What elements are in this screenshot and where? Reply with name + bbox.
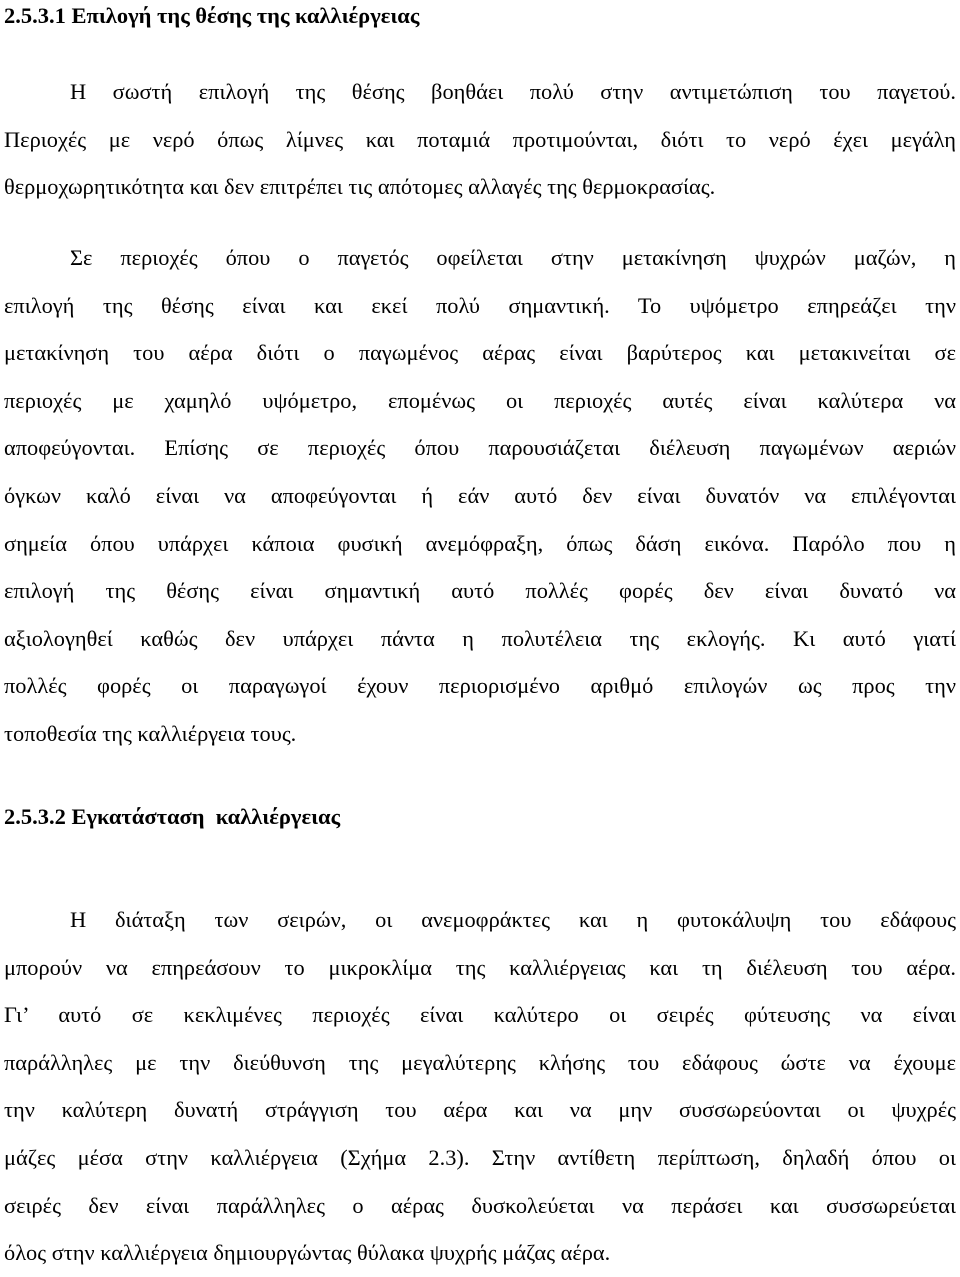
text-line: αξιολογηθεί καθώς δεν υπάρχει πάντα η πολυτέλεια της εκλογής. Κι αυτό γιατί <box>4 625 956 651</box>
text-line: περιοχές με χαμηλό υψόμετρο, επομένως οι περιοχές αυτές είναι καλύτερα να <box>4 387 956 413</box>
text-line: την καλύτερη δυνατή στράγγιση του αέρα και να μην συσσωρεύονται οι ψυχρές <box>4 1097 956 1123</box>
text-line: Σε περιοχές όπου ο παγετός οφείλεται στην μετακίνηση ψυχρών μαζών, η <box>70 245 956 270</box>
text-line: τοποθεσία της καλλιέργεια τους. <box>4 720 297 746</box>
text-line: μπορούν να επηρεάσουν το μικροκλίμα της καλλιέργειας και τη διέλευση του αέρα. <box>4 954 956 980</box>
text-line: όγκων καλό είναι να αποφεύγονται ή εάν αυτό δεν είναι δυνατόν να επιλέγονται <box>4 482 956 508</box>
paragraph <box>4 234 956 758</box>
paragraph <box>4 68 956 211</box>
section-heading: 2.5.3.1 Επιλογή της θέσης της καλλιέργειας <box>4 3 420 28</box>
text-line: σημεία όπου υπάρχει κάποια φυσική ανεμόφραξη, όπως δάση εικόνα. Παρόλο που η <box>4 530 956 556</box>
text-line: μετακίνηση του αέρα διότι ο παγωμένος αέρας είναι βαρύτερος και μετακινείται σε <box>4 340 956 366</box>
text-line: Περιοχές με νερό όπως λίμνες και ποταμιά προτιμούνται, διότι το νερό έχει μεγάλη <box>4 126 956 152</box>
text-line: θερμοχωρητικότητα και δεν επιτρέπει τις απότομες αλλαγές της θερμοκρασίας. <box>4 174 716 200</box>
text-line: Η διάταξη των σειρών, οι ανεμοφράκτες και η φυτοκάλυψη του εδάφους <box>70 907 956 932</box>
text-line: παράλληλες με την διεύθυνση της μεγαλύτερης κλήσης του εδάφους ώστε να έχουμε <box>4 1049 956 1075</box>
text-line: αποφεύγονται. Επίσης σε περιοχές όπου παρουσιάζεται διέλευση παγωμένων αεριών <box>4 435 956 461</box>
section-heading: 2.5.3.2 Εγκατάσταση καλλιέργειας <box>4 804 341 829</box>
text-line: Γι’ αυτό σε κεκλιμένες περιοχές είναι καλύτερο οι σειρές φύτευσης να είναι <box>4 1002 956 1028</box>
text-line: σειρές δεν είναι παράλληλες ο αέρας δυσκολεύεται να περάσει και συσσωρεύεται <box>4 1192 956 1218</box>
text-line: επιλογή της θέσης είναι και εκεί πολύ σημαντική. Το υψόμετρο επηρεάζει την <box>4 292 956 318</box>
text-line: όλος στην καλλιέργεια δημιουργώντας θύλακα ψυχρής μάζας αέρα. <box>4 1240 611 1266</box>
paragraph <box>4 896 956 1277</box>
text-line: πολλές φορές οι παραγωγοί έχουν περιορισμένο αριθμό επιλογών ως προς την <box>4 673 956 699</box>
text-line: μάζες μέσα στην καλλιέργεια (Σχήμα 2.3). Στην αντίθετη περίπτωση, δηλαδή όπου οι <box>4 1144 956 1170</box>
text-line: επιλογή της θέσης είναι σημαντική αυτό πολλές φορές δεν είναι δυνατό να <box>4 578 956 604</box>
text-line: Η σωστή επιλογή της θέσης βοηθάει πολύ στην αντιμετώπιση του παγετού. <box>70 79 956 104</box>
